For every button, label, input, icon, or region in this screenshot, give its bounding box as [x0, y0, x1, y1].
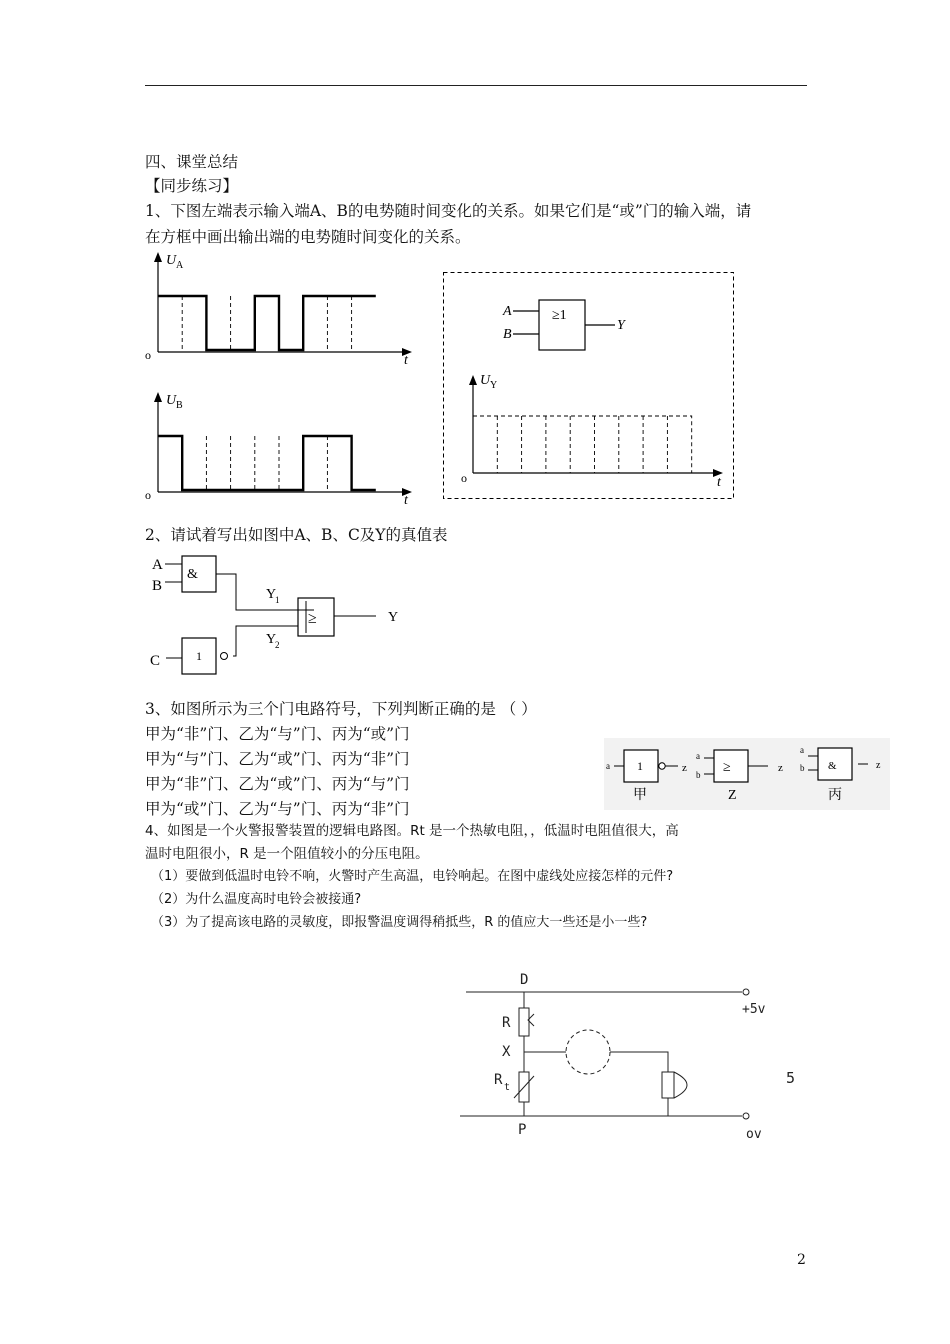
- ua-dash-grid: [182, 296, 351, 352]
- ua-waveform: [158, 296, 376, 350]
- ub-label: U: [166, 393, 177, 408]
- jia-symbol: 1: [637, 759, 643, 773]
- section-title: 四、课堂总结: [145, 153, 239, 171]
- jia-in: a: [606, 761, 610, 771]
- gate-in-b: B: [503, 327, 512, 342]
- label-plus5v: +5v: [742, 1002, 766, 1017]
- ub-t: t: [404, 493, 408, 508]
- y2-sub: 2: [275, 640, 280, 650]
- jia-out: z: [682, 762, 687, 774]
- y1-sub: 1: [275, 595, 280, 605]
- jia-caption: 甲: [633, 788, 647, 803]
- gate-yi: [714, 750, 748, 782]
- ub-origin: o: [145, 488, 151, 502]
- uy-label: U: [480, 373, 491, 388]
- q3-option-a: 甲为“非”门、乙为“与”门、丙为“或”门: [145, 725, 410, 743]
- ub-waveform: [158, 436, 376, 490]
- q1-line2: 在方框中画出输出端的电势随时间变化的关系。: [145, 228, 471, 246]
- node-x: X: [502, 1044, 511, 1060]
- ua-t: t: [404, 353, 408, 368]
- q4-line2: 温时电阻很小，R 是一个阻值较小的分压电阻。: [145, 846, 429, 862]
- label-rt-sub: t: [504, 1082, 511, 1093]
- yi-in-b: b: [696, 770, 701, 780]
- answer-dash-outline: [473, 416, 692, 473]
- q4-sub2: （2）为什么温度高时电铃会被接通?: [151, 892, 362, 907]
- label-rt: R: [494, 1072, 503, 1088]
- q2-circuit: [148, 552, 408, 677]
- q4-line1: 4、如图是一个火警报警装置的逻辑电路图。Rt 是一个热敏电阻，，低温时电阻值很大，高: [145, 823, 679, 839]
- q3-option-c: 甲为“非”门、乙为“或”门、丙为“与”门: [145, 775, 410, 793]
- y2-label: Y: [266, 632, 277, 647]
- ua-label: U: [166, 253, 177, 268]
- q2-text: 2、请试着写出如图中A、B、C及Y的真值表: [145, 526, 448, 544]
- yi-in-a: a: [696, 751, 700, 761]
- or-symbol: ≥: [308, 610, 317, 627]
- q3-gates: [604, 738, 890, 810]
- and-symbol: &: [187, 567, 198, 582]
- ub-dash-grid: [182, 436, 351, 492]
- uy-sub: Y: [490, 380, 498, 391]
- yi-caption: Z: [728, 788, 737, 803]
- graph-ub: [140, 388, 420, 508]
- practice-title: 【同步练习】: [145, 177, 239, 195]
- label-0v: ov: [746, 1127, 762, 1142]
- gate-in-a: A: [503, 304, 512, 319]
- yi-out: z: [778, 762, 783, 774]
- bing-in-a: a: [800, 745, 804, 755]
- y1-label: Y: [266, 587, 277, 602]
- not-symbol: 1: [196, 649, 202, 663]
- bing-in-b: b: [800, 763, 805, 773]
- q2-label-a: A: [152, 557, 163, 573]
- bing-caption: 丙: [828, 788, 842, 803]
- bing-out: z: [876, 760, 881, 771]
- node-p: P: [518, 1122, 527, 1138]
- bing-symbol: &: [828, 760, 837, 772]
- yi-symbol: ≥: [723, 760, 731, 775]
- graph-ua: [140, 248, 420, 368]
- q2-label-b: B: [152, 578, 163, 594]
- y-label: Y: [388, 610, 399, 625]
- q1-line1: 1、下图左端表示输入端A、B的电势随时间变化的关系。如果它们是“或”门的输入端，请: [145, 202, 752, 220]
- node-d: D: [520, 972, 529, 988]
- alarm-circuit: [460, 968, 805, 1148]
- ua-sub: A: [176, 260, 184, 271]
- header-rule: [145, 85, 807, 86]
- unknown-element: [566, 1030, 610, 1074]
- page-number: 2: [797, 1252, 806, 1268]
- ua-origin: o: [145, 348, 151, 362]
- label-r: R: [502, 1015, 511, 1031]
- uy-origin: o: [461, 471, 467, 485]
- q4-sub1: （1）要做到低温时电铃不响，火警时产生高温，电铃响起。在图中虚线处应接怎样的元件?: [151, 869, 674, 884]
- q3-option-b: 甲为“与”门、乙为“或”门、丙为“非”门: [145, 750, 410, 768]
- q3-option-d: 甲为“或”门、乙为“与”门、丙为“非”门: [145, 800, 410, 818]
- q3-stem: 3、如图所示为三个门电路符号，下列判断正确的是 （ ）: [145, 700, 537, 718]
- gate-symbol: ≥1: [552, 308, 567, 323]
- ub-sub: B: [176, 400, 183, 411]
- label-five: 5: [786, 1069, 796, 1087]
- answer-box: [443, 272, 735, 500]
- gate-out-y: Y: [617, 318, 625, 333]
- answer-dash-grid: [473, 416, 692, 473]
- bell: [662, 1072, 674, 1098]
- uy-t: t: [717, 475, 721, 490]
- q4-sub3: （3）为了提高该电路的灵敏度，即报警温度调得稍抵些，R 的值应大一些还是小一些?: [151, 915, 648, 930]
- resistor-r: [519, 1008, 529, 1036]
- q2-label-c: C: [150, 653, 161, 669]
